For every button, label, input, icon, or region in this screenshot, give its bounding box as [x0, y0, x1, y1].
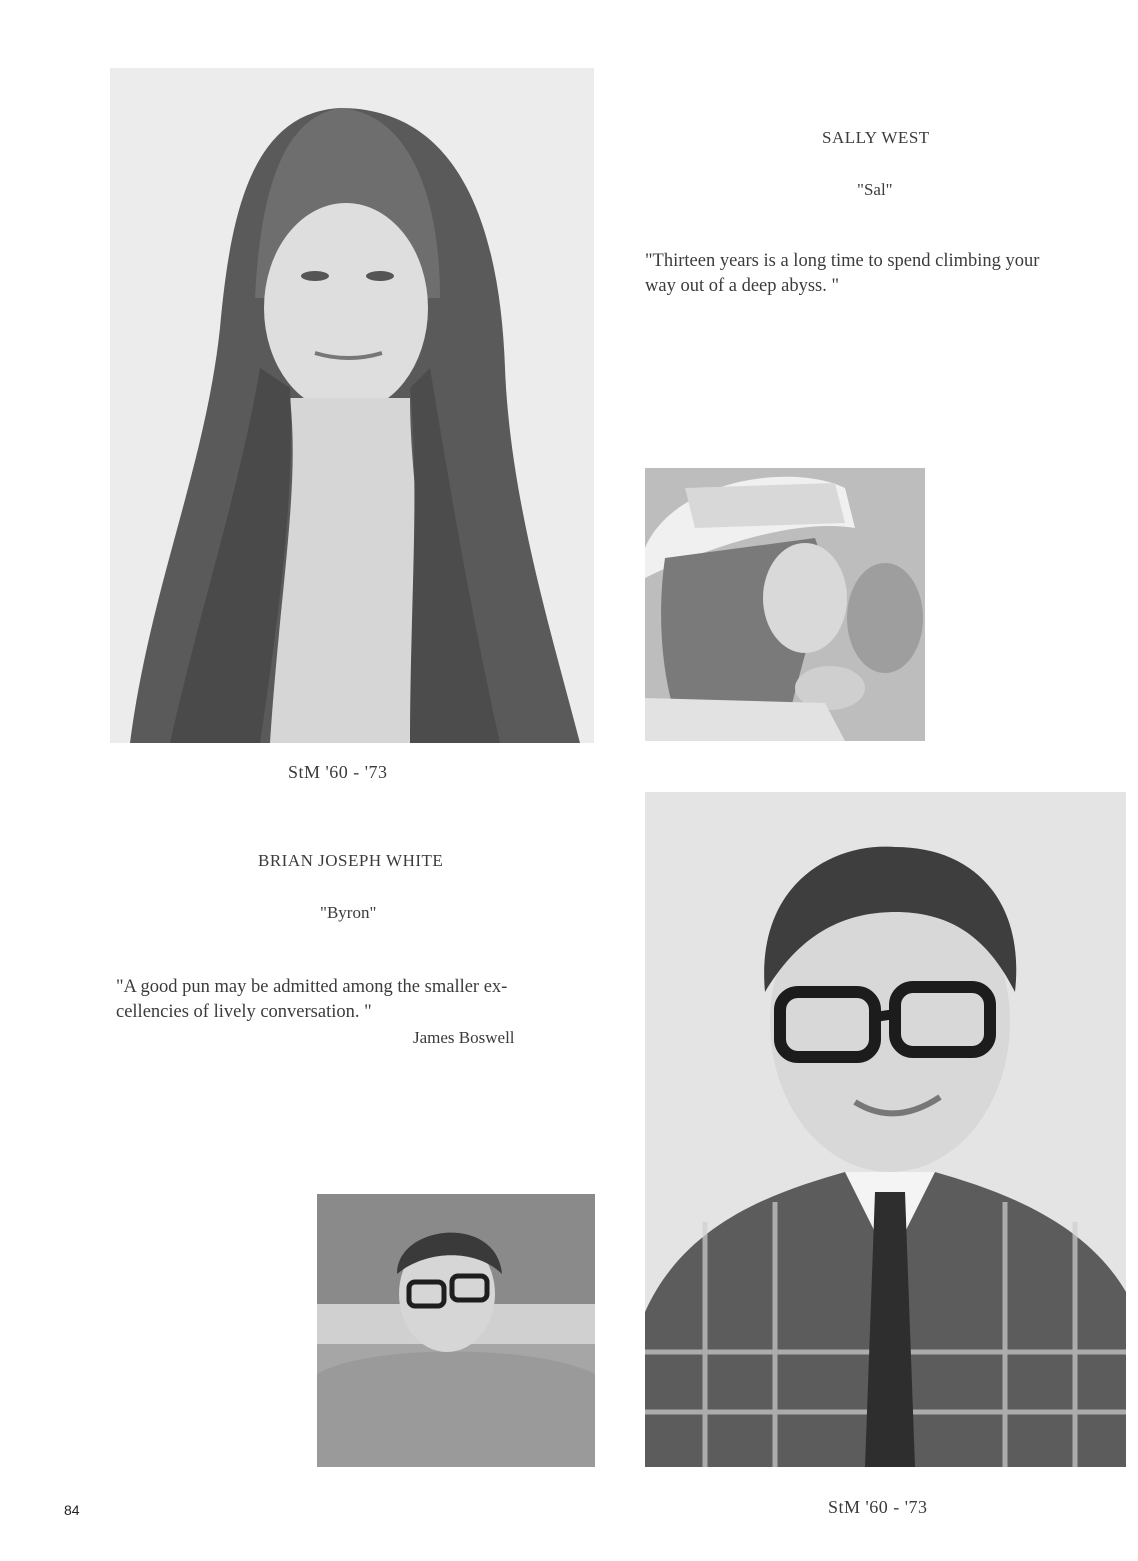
sally-west-quote-line-1: "Thirteen years is a long time to spend climbing your — [645, 251, 1040, 271]
brian-white-quote-attribution: James Boswell — [413, 1028, 515, 1047]
brian-white-years: StM '60 - '73 — [828, 1497, 928, 1517]
page-number: 84 — [64, 1502, 80, 1518]
brian-white-candid-photo — [317, 1194, 595, 1467]
brian-white-quote-line-2: cellencies of lively conversation. " — [116, 1002, 372, 1022]
sally-west-years: StM '60 - '73 — [288, 762, 388, 782]
sally-west-candid-photo — [645, 468, 925, 741]
brian-white-nickname: "Byron" — [320, 903, 377, 922]
brian-white-name: BRIAN JOSEPH WHITE — [258, 851, 444, 870]
sally-west-quote-line-2: way out of a deep abyss. " — [645, 276, 840, 296]
brian-white-portrait-photo — [645, 792, 1126, 1467]
sally-west-portrait-photo — [110, 68, 594, 743]
brian-white-quote-line-1: "A good pun may be admitted among the smaller ex- — [116, 977, 508, 997]
sally-west-name: SALLY WEST — [822, 128, 930, 147]
sally-west-nickname: "Sal" — [857, 180, 893, 199]
